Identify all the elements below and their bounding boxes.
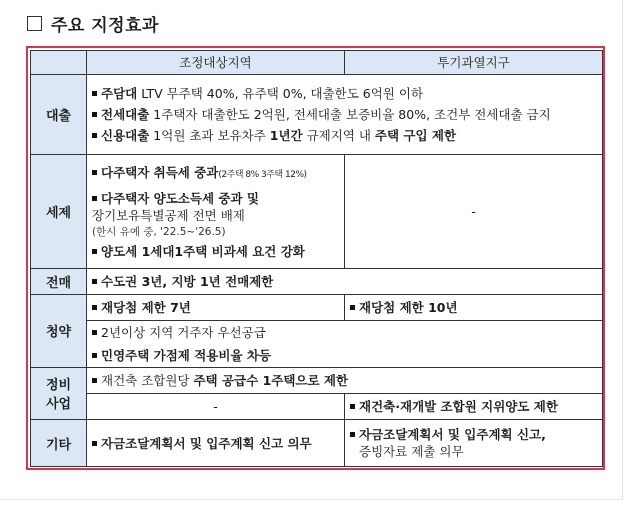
item-keyword: 전세대출: [101, 107, 150, 123]
bullet-square-icon: [92, 249, 97, 254]
subscription-item2: [87, 321, 603, 344]
other-col2: [345, 420, 603, 467]
item-text-continued: 증빙자료 제출 의무: [359, 444, 464, 460]
item-text: 자금조달계획서 및 입주계획 신고 의무: [101, 435, 312, 451]
item-text: 다주택자 취득세 중과: [101, 164, 219, 180]
item-keyword: 주택 공급수 1주택: [193, 372, 296, 388]
tax-col2: -: [345, 155, 603, 269]
row-label-tax: 세제: [31, 155, 87, 269]
row-label-redevelopment: [31, 367, 87, 419]
list-item: [350, 396, 597, 417]
list-item: [92, 190, 339, 207]
row-label-subscription: 청약: [31, 294, 87, 367]
list-item: [92, 241, 339, 262]
bullet-square-icon: [92, 378, 97, 383]
subscription-item3: [87, 344, 603, 367]
list-item: [350, 426, 597, 443]
list-item: [92, 104, 597, 125]
list-item: [92, 162, 339, 186]
redevelopment-content: [87, 367, 603, 393]
table-row-tax: [31, 155, 603, 269]
bullet-square-icon: [92, 112, 97, 117]
bullet-square-icon: [92, 330, 97, 335]
item-text: 규제지역 내: [302, 128, 375, 144]
redevelopment-col2: [345, 393, 603, 419]
list-item: [92, 271, 597, 292]
row-label-other: 기타: [31, 420, 87, 467]
item-text: 1억원 초과 보유차주: [149, 128, 270, 144]
bullet-square-icon: [92, 133, 97, 138]
row-label-line: 정비: [45, 378, 72, 394]
item-text: 2년이상 지역 거주자 우선공급: [101, 324, 266, 340]
table-row-redevelopment-2: [31, 393, 603, 419]
list-item: [92, 125, 597, 146]
item-text: LTV 무주택 40%, 유주택 0%, 대출한도 6억원 이하: [137, 86, 424, 102]
item-text: 1주택자 대출한도 2억원, 전세대출 보증비율 80%, 조건부 전세대출 금지: [149, 107, 551, 123]
other-col1: [87, 420, 345, 467]
subscription-col1: [87, 294, 345, 320]
bullet-square-icon: [350, 432, 355, 437]
header-corner: [31, 51, 87, 75]
table-row-subscription-2: [31, 321, 603, 344]
table-row-other: [31, 420, 603, 467]
list-item: [92, 345, 597, 366]
item-text: 재당첨 제한 10년: [359, 299, 458, 315]
list-item: [92, 433, 339, 454]
table-row-loan: [31, 74, 603, 154]
row-label-line: 사업: [45, 397, 72, 413]
item-text: 자금조달계획서 및 입주계획 신고,: [359, 427, 546, 443]
row-label-resale: 전매: [31, 268, 87, 294]
item-text: 재당첨 제한 7년: [101, 299, 191, 315]
section-title-text: 주요 지정효과: [51, 15, 159, 36]
item-keyword: 1년간: [269, 128, 303, 144]
item-text-continued: 장기보유특별공제 전면 배제: [92, 207, 245, 223]
table-header-row: [31, 51, 603, 75]
item-keyword: 주담대: [101, 86, 138, 102]
item-text: 민영주택 가점제 적용비율 차등: [101, 347, 272, 363]
item-text: 재건축·재개발 조합원 지위양도 제한: [359, 399, 558, 414]
bullet-square-icon: [92, 441, 97, 446]
redevelopment-col1: -: [87, 393, 345, 419]
loan-content: [87, 74, 603, 154]
item-text: 으로 제한: [295, 372, 349, 388]
table-row-resale: [31, 268, 603, 294]
list-item: [92, 370, 597, 391]
row-label-loan: 대출: [31, 74, 87, 154]
item-note: (2주택 8% 3주택 12%): [218, 169, 307, 180]
effects-table: [30, 50, 603, 467]
list-item: [92, 83, 597, 104]
list-item: [92, 322, 597, 343]
bullet-square-icon: [92, 91, 97, 96]
bullet-square-icon: [92, 353, 97, 358]
checkbox-square-icon: [27, 16, 42, 31]
item-text: 재건축 조합원당: [101, 372, 194, 388]
item-keyword: 신용대출: [101, 128, 150, 144]
bullet-square-icon: [350, 305, 355, 310]
bullet-square-icon: [92, 279, 97, 284]
table-row-subscription-3: [31, 344, 603, 367]
list-item: [350, 297, 597, 318]
header-speculation-area: 투기과열지구: [345, 51, 603, 75]
bullet-square-icon: [350, 404, 355, 409]
table-row-subscription: [31, 294, 603, 320]
item-text: 다주택자 양도소득세 중과 및: [101, 190, 259, 206]
list-item: [92, 297, 339, 318]
table-row-redevelopment: [31, 367, 603, 393]
section-title: [27, 8, 159, 38]
item-text: 양도세 1세대1주택 비과세 요건 강화: [101, 243, 305, 259]
bullet-square-icon: [92, 196, 97, 201]
tax-content: [87, 155, 345, 269]
item-note: (한시 유예 중, '22.5~'26.5): [92, 225, 226, 238]
subscription-col2: [345, 294, 603, 320]
item-keyword: 주택 구입 제한: [374, 128, 457, 144]
resale-content: [87, 268, 603, 294]
bullet-square-icon: [92, 305, 97, 310]
header-adjusted-area: 조정대상지역: [87, 51, 345, 75]
bullet-square-icon: [92, 170, 97, 175]
item-text: 수도권 3년, 지방 1년 전매제한: [101, 273, 274, 289]
